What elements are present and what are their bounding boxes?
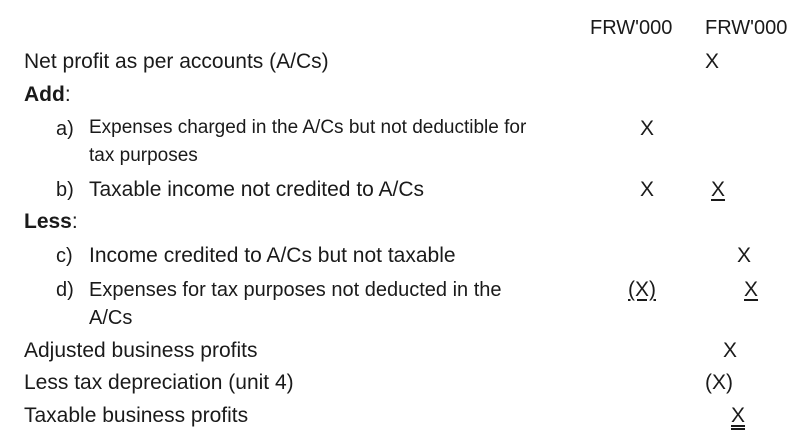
tax-depreciation-value: (X) bbox=[705, 371, 733, 394]
adjusted-profits-label: Adjusted business profits bbox=[24, 339, 258, 362]
adjusted-profits-value: X bbox=[723, 339, 738, 362]
item-d-col2: X bbox=[744, 278, 759, 301]
item-a-marker: a) bbox=[56, 118, 74, 140]
item-b-label: Taxable income not credited to A/Cs bbox=[89, 178, 425, 201]
item-a-line1: Expenses charged in the A/Cs but not deductible for bbox=[89, 117, 527, 138]
item-c-marker: c) bbox=[56, 245, 73, 267]
item-b-col2: X bbox=[711, 178, 726, 201]
less-heading bbox=[24, 210, 78, 234]
column-header-1: FRW'000 bbox=[590, 17, 673, 39]
less-label: Less bbox=[24, 210, 72, 233]
net-profit-label: Net profit as per accounts (A/Cs) bbox=[24, 50, 329, 73]
add-colon: : bbox=[64, 83, 71, 106]
taxable-profits-label: Taxable business profits bbox=[24, 404, 249, 427]
item-c-label: Income credited to A/Cs but not taxable bbox=[89, 244, 456, 267]
item-a-description bbox=[89, 114, 589, 170]
item-d-col1: (X) bbox=[628, 278, 656, 301]
item-c-col2: X bbox=[737, 244, 752, 267]
item-a-col1: X bbox=[640, 117, 655, 140]
item-b-marker: b) bbox=[56, 179, 74, 201]
tax-depreciation-label: Less tax depreciation (unit 4) bbox=[24, 371, 294, 394]
item-a-line2: tax purposes bbox=[89, 145, 198, 166]
add-label: Add bbox=[24, 83, 65, 106]
item-b-col1: X bbox=[640, 178, 655, 201]
taxable-profits-value: X bbox=[731, 404, 746, 427]
item-d-line2: A/Cs bbox=[89, 307, 133, 329]
item-d-description bbox=[89, 276, 589, 332]
add-heading bbox=[24, 83, 71, 107]
item-d-line1: Expenses for tax purposes not deducted in the bbox=[89, 279, 502, 301]
less-colon: : bbox=[71, 210, 78, 233]
column-header-2: FRW'000 bbox=[705, 17, 788, 39]
net-profit-value: X bbox=[705, 50, 720, 73]
item-d-marker: d) bbox=[56, 279, 74, 301]
